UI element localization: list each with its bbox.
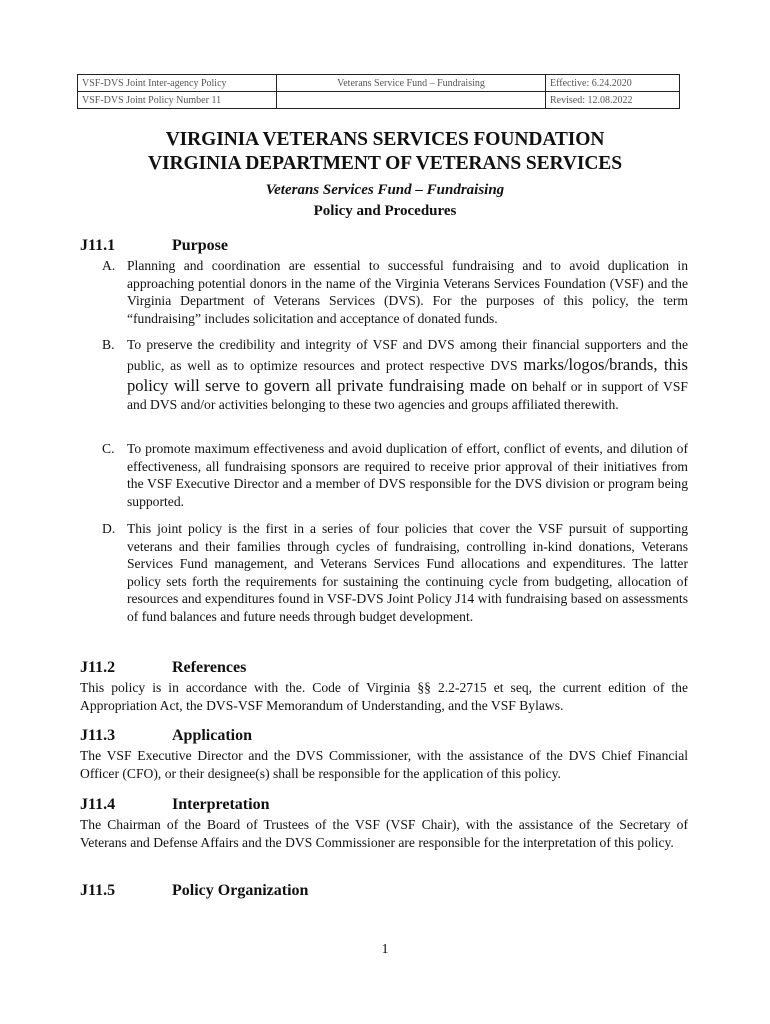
list-item-label: B. (102, 337, 115, 352)
list-item-label: D. (102, 521, 116, 536)
list-item (102, 520, 688, 626)
list-item-text: This joint policy is the first in a series of four policies that cover the VSF pursuit of supporting veterans and their families through cycles of fundraising, controlling in-kind donations, Veterans Services Fund management, and Veterans Services Fund allocations and expenditures. The latter policy sets forth the requirements for sustaining the continuing cycle from budgeting, allocation of resources and expenditures found in VSF-DVS Joint Policy J14 with fundraising based on assessments of fund balances and future needs through budget development. (127, 521, 688, 624)
section-number: J11.1 (80, 237, 116, 254)
header-policy-number: VSF-DVS Joint Policy Number 11 (78, 92, 277, 109)
list-item (102, 257, 688, 327)
page-number: 1 (381, 942, 389, 957)
section-title: Policy Organization (172, 882, 309, 899)
section-number: J11.5 (80, 882, 116, 899)
list-item (102, 336, 688, 413)
department-title: VIRGINIA DEPARTMENT OF VETERANS SERVICES (148, 153, 622, 174)
section-number: J11.3 (80, 727, 116, 744)
section-paragraph: The VSF Executive Director and the DVS Commissioner, with the assistance of the DVS Chief Financial Officer (CFO), or their designee(s) shall be responsible for the application of this policy. (80, 748, 688, 781)
list-item-text: To promote maximum effectiveness and avoid duplication of effort, conflict of events, and dilution of effectiveness, all fundraising sponsors are required to receive prior approval of their initiatives from the VSF Executive Director and a member of DVS responsible for the DVS division or program being supported. (127, 441, 688, 509)
list-item-text-part: To preserve the credibility and integrity of VSF and DVS among their financial supporters and the public, as well as to optimize resources and protect respective DVS (127, 337, 688, 373)
fund-subtitle: Veterans Services Fund – Fundraising (265, 182, 505, 198)
section-heading-policy-organization (80, 881, 308, 901)
list-item (102, 440, 688, 510)
section-title: Application (172, 727, 253, 744)
header-blank-cell (277, 92, 546, 109)
section-heading-application (80, 726, 252, 746)
section-paragraph: This policy is in accordance with the. Code of Virginia §§ 2.2-2715 et seq, the current edition of the Appropriation Act, the DVS-VSF Memorandum of Understanding, and the VSF Bylaws. (80, 680, 688, 713)
section-title: Interpretation (172, 796, 270, 813)
policy-subtitle: Policy and Procedures (313, 203, 457, 219)
list-item-text: Planning and coordination are essential to successful fundraising and to avoid duplication in approaching potential donors in the name of the Virginia Veterans Services Foundation (VSF) and the Virginia Department of Veterans Services (DVS). For the purposes of this policy, the term “fundraising” includes solicitation and acceptance of donated funds. (127, 258, 688, 326)
list-item-text (127, 336, 688, 413)
section-title: Purpose (172, 237, 228, 254)
section-heading-references (80, 658, 246, 678)
organization-title: VIRGINIA VETERANS SERVICES FOUNDATION (165, 129, 605, 150)
document-header-table (77, 74, 680, 109)
header-policy-type: VSF-DVS Joint Inter-agency Policy (78, 75, 277, 92)
section-heading-purpose (80, 236, 228, 256)
section-title: References (172, 659, 247, 676)
section-heading-interpretation (80, 795, 269, 815)
header-row (78, 75, 680, 92)
header-revised-date: Revised: 12.08.2022 (546, 92, 680, 109)
list-item-text-enlarged: marks/logos/brands, this policy will serve to govern all private fundraising made on (127, 354, 688, 395)
document-title-block (0, 128, 770, 222)
header-effective-date: Effective: 6.24.2020 (546, 75, 680, 92)
header-policy-subject: Veterans Service Fund – Fundraising (277, 75, 546, 92)
section-number: J11.4 (80, 796, 116, 813)
section-paragraph: The Chairman of the Board of Trustees of the VSF (VSF Chair), with the assistance of the Secretary of Veterans and Defense Affairs and the DVS Commissioner are responsible for the interpretation of this policy. (80, 817, 688, 850)
header-row (78, 92, 680, 109)
list-item-label: A. (102, 258, 116, 273)
section-number: J11.2 (80, 659, 116, 676)
list-item-text-part: behalf or in support of VSF and DVS and/or activities belonging to these two agencies and groups affiliated therewith. (127, 378, 688, 412)
list-item-label: C. (102, 441, 115, 456)
